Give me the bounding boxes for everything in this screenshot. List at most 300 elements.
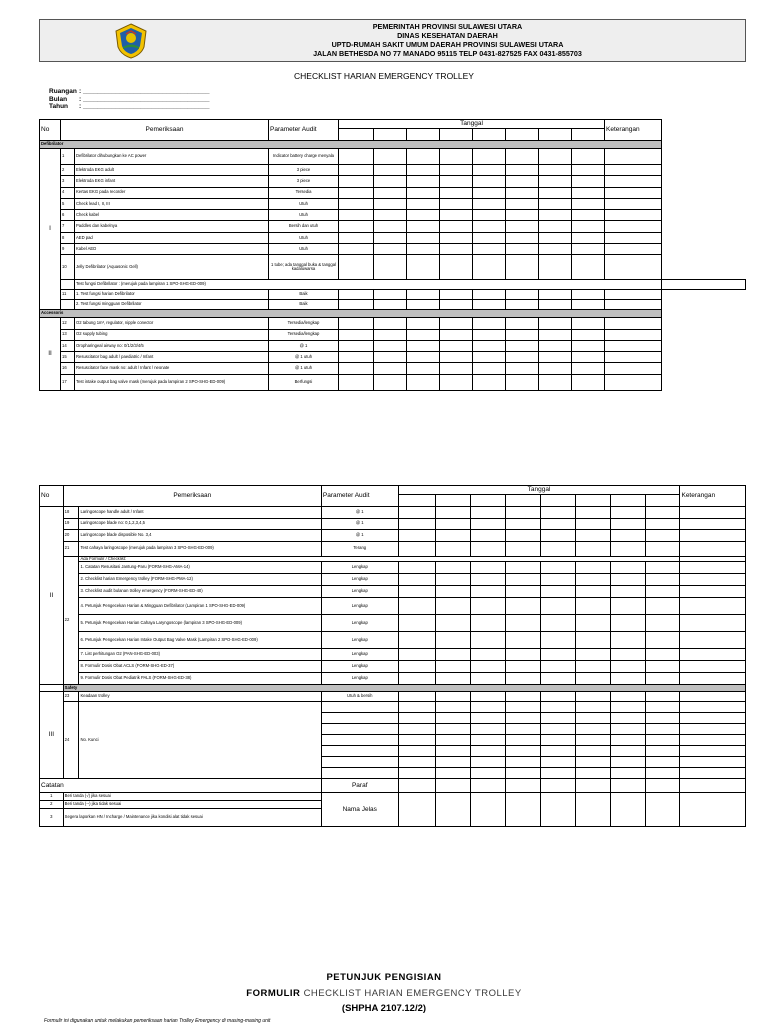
date-check-cell[interactable] xyxy=(470,661,505,673)
date-check-cell[interactable] xyxy=(470,702,505,713)
date-check-cell[interactable] xyxy=(435,541,470,556)
date-check-cell[interactable] xyxy=(572,318,605,329)
date-check-cell[interactable] xyxy=(572,221,605,232)
date-check-cell[interactable] xyxy=(470,768,505,779)
date-check-cell[interactable] xyxy=(470,615,505,632)
date-check-cell[interactable] xyxy=(470,673,505,685)
date-check-cell[interactable] xyxy=(407,299,440,309)
keterangan-cell[interactable] xyxy=(605,232,662,243)
date-check-cell[interactable] xyxy=(575,735,610,746)
date-check-cell[interactable] xyxy=(407,187,440,198)
date-check-cell[interactable] xyxy=(440,244,473,255)
date-check-cell[interactable] xyxy=(506,210,539,221)
date-check-cell[interactable] xyxy=(572,244,605,255)
date-check-cell[interactable] xyxy=(540,649,575,661)
date-check-cell[interactable] xyxy=(398,702,435,713)
date-check-cell[interactable] xyxy=(610,574,645,586)
date-check-cell[interactable] xyxy=(374,255,407,280)
date-check-cell[interactable] xyxy=(610,702,645,713)
date-check-cell[interactable] xyxy=(374,221,407,232)
date-check-cell[interactable] xyxy=(540,574,575,586)
date-check-cell[interactable] xyxy=(539,363,572,374)
date-check-cell[interactable] xyxy=(407,374,440,390)
date-check-cell[interactable] xyxy=(540,768,575,779)
keterangan-cell[interactable] xyxy=(605,299,662,309)
keterangan-cell[interactable] xyxy=(605,289,662,299)
date-check-cell[interactable] xyxy=(506,299,539,309)
date-check-cell[interactable] xyxy=(435,724,470,735)
date-check-cell[interactable] xyxy=(506,165,539,176)
date-check-cell[interactable] xyxy=(540,692,575,702)
date-check-cell[interactable] xyxy=(540,757,575,768)
date-check-cell[interactable] xyxy=(575,724,610,735)
date-check-cell[interactable] xyxy=(435,632,470,649)
date-check-cell[interactable] xyxy=(540,598,575,615)
meta-bulan[interactable] xyxy=(49,96,210,104)
date-check-cell[interactable] xyxy=(610,586,645,598)
date-check-cell[interactable] xyxy=(539,289,572,299)
keterangan-cell[interactable] xyxy=(605,374,662,390)
date-check-cell[interactable] xyxy=(506,221,539,232)
date-check-cell[interactable] xyxy=(473,318,506,329)
keterangan-cell[interactable] xyxy=(605,318,662,329)
date-check-cell[interactable] xyxy=(440,176,473,187)
date-check-cell[interactable] xyxy=(506,374,539,390)
date-check-cell[interactable] xyxy=(435,768,470,779)
date-check-cell[interactable] xyxy=(339,299,374,309)
nama-jelas-cell[interactable] xyxy=(610,793,645,827)
date-check-cell[interactable] xyxy=(539,198,572,209)
date-check-cell[interactable] xyxy=(645,518,680,530)
date-check-cell[interactable] xyxy=(435,649,470,661)
date-check-cell[interactable] xyxy=(435,673,470,685)
date-check-cell[interactable] xyxy=(407,244,440,255)
date-check-cell[interactable] xyxy=(575,768,610,779)
date-check-cell[interactable] xyxy=(470,507,505,519)
date-check-cell[interactable] xyxy=(440,232,473,243)
date-check-cell[interactable] xyxy=(575,661,610,673)
date-check-cell[interactable] xyxy=(470,586,505,598)
date-check-cell[interactable] xyxy=(407,363,440,374)
date-check-cell[interactable] xyxy=(540,615,575,632)
date-check-cell[interactable] xyxy=(505,713,540,724)
date-check-cell[interactable] xyxy=(470,724,505,735)
date-check-cell[interactable] xyxy=(610,768,645,779)
date-check-cell[interactable] xyxy=(374,187,407,198)
date-check-cell[interactable] xyxy=(374,329,407,340)
date-check-cell[interactable] xyxy=(575,541,610,556)
date-check-cell[interactable] xyxy=(572,198,605,209)
date-check-cell[interactable] xyxy=(473,374,506,390)
keterangan-cell[interactable] xyxy=(680,713,746,724)
keterangan-cell[interactable] xyxy=(680,598,746,615)
keterangan-cell[interactable] xyxy=(680,632,746,649)
date-check-cell[interactable] xyxy=(645,530,680,542)
date-check-cell[interactable] xyxy=(435,746,470,757)
date-check-cell[interactable] xyxy=(645,632,680,649)
date-check-cell[interactable] xyxy=(339,221,374,232)
date-check-cell[interactable] xyxy=(539,299,572,309)
date-check-cell[interactable] xyxy=(540,735,575,746)
date-check-cell[interactable] xyxy=(339,363,374,374)
date-check-cell[interactable] xyxy=(374,232,407,243)
date-check-cell[interactable] xyxy=(540,586,575,598)
date-check-cell[interactable] xyxy=(610,713,645,724)
date-check-cell[interactable] xyxy=(645,562,680,574)
date-check-cell[interactable] xyxy=(645,586,680,598)
date-check-cell[interactable] xyxy=(374,318,407,329)
date-check-cell[interactable] xyxy=(470,541,505,556)
date-check-cell[interactable] xyxy=(572,210,605,221)
date-check-cell[interactable] xyxy=(398,649,435,661)
date-check-cell[interactable] xyxy=(374,374,407,390)
date-check-cell[interactable] xyxy=(506,187,539,198)
keterangan-cell[interactable] xyxy=(680,615,746,632)
date-check-cell[interactable] xyxy=(539,149,572,165)
date-check-cell[interactable] xyxy=(506,232,539,243)
date-check-cell[interactable] xyxy=(572,374,605,390)
date-check-cell[interactable] xyxy=(572,329,605,340)
date-check-cell[interactable] xyxy=(374,210,407,221)
date-check-cell[interactable] xyxy=(440,221,473,232)
date-check-cell[interactable] xyxy=(374,165,407,176)
date-check-cell[interactable] xyxy=(398,661,435,673)
date-check-cell[interactable] xyxy=(440,374,473,390)
keterangan-cell[interactable] xyxy=(680,541,746,556)
date-check-cell[interactable] xyxy=(575,692,610,702)
date-check-cell[interactable] xyxy=(539,165,572,176)
date-check-cell[interactable] xyxy=(572,340,605,351)
date-check-cell[interactable] xyxy=(540,530,575,542)
date-check-cell[interactable] xyxy=(440,352,473,363)
date-check-cell[interactable] xyxy=(505,779,540,793)
date-check-cell[interactable] xyxy=(473,329,506,340)
date-check-cell[interactable] xyxy=(506,176,539,187)
date-check-cell[interactable] xyxy=(505,574,540,586)
nama-jelas-cell[interactable] xyxy=(435,793,470,827)
keterangan-cell[interactable] xyxy=(605,198,662,209)
date-check-cell[interactable] xyxy=(610,746,645,757)
date-check-cell[interactable] xyxy=(473,340,506,351)
date-check-cell[interactable] xyxy=(440,149,473,165)
meta-ruangan[interactable] xyxy=(49,88,210,96)
date-check-cell[interactable] xyxy=(505,757,540,768)
keterangan-cell[interactable] xyxy=(605,149,662,165)
date-check-cell[interactable] xyxy=(572,176,605,187)
date-check-cell[interactable] xyxy=(540,702,575,713)
date-check-cell[interactable] xyxy=(505,530,540,542)
date-check-cell[interactable] xyxy=(374,244,407,255)
date-check-cell[interactable] xyxy=(575,507,610,519)
keterangan-cell[interactable] xyxy=(680,757,746,768)
date-check-cell[interactable] xyxy=(645,574,680,586)
date-check-cell[interactable] xyxy=(407,329,440,340)
date-check-cell[interactable] xyxy=(473,198,506,209)
date-check-cell[interactable] xyxy=(575,757,610,768)
date-check-cell[interactable] xyxy=(398,692,435,702)
date-check-cell[interactable] xyxy=(539,244,572,255)
date-check-cell[interactable] xyxy=(610,562,645,574)
date-check-cell[interactable] xyxy=(339,176,374,187)
date-check-cell[interactable] xyxy=(505,598,540,615)
date-check-cell[interactable] xyxy=(540,746,575,757)
date-check-cell[interactable] xyxy=(572,232,605,243)
date-check-cell[interactable] xyxy=(339,329,374,340)
date-check-cell[interactable] xyxy=(575,598,610,615)
keterangan-cell[interactable] xyxy=(605,363,662,374)
date-check-cell[interactable] xyxy=(339,374,374,390)
date-check-cell[interactable] xyxy=(398,598,435,615)
date-check-cell[interactable] xyxy=(505,724,540,735)
date-check-cell[interactable] xyxy=(575,615,610,632)
date-check-cell[interactable] xyxy=(407,289,440,299)
date-check-cell[interactable] xyxy=(435,518,470,530)
date-check-cell[interactable] xyxy=(398,746,435,757)
keterangan-cell[interactable] xyxy=(605,329,662,340)
keterangan-cell[interactable] xyxy=(605,221,662,232)
date-check-cell[interactable] xyxy=(398,562,435,574)
date-check-cell[interactable] xyxy=(374,340,407,351)
date-check-cell[interactable] xyxy=(540,562,575,574)
date-check-cell[interactable] xyxy=(398,713,435,724)
date-check-cell[interactable] xyxy=(645,779,680,793)
date-check-cell[interactable] xyxy=(470,598,505,615)
date-check-cell[interactable] xyxy=(435,530,470,542)
date-check-cell[interactable] xyxy=(339,198,374,209)
date-check-cell[interactable] xyxy=(610,649,645,661)
keterangan-cell[interactable] xyxy=(680,768,746,779)
date-check-cell[interactable] xyxy=(610,724,645,735)
date-check-cell[interactable] xyxy=(374,149,407,165)
date-check-cell[interactable] xyxy=(473,187,506,198)
date-check-cell[interactable] xyxy=(572,187,605,198)
keterangan-cell[interactable] xyxy=(680,530,746,542)
date-check-cell[interactable] xyxy=(505,562,540,574)
key-number-input[interactable] xyxy=(321,735,398,746)
date-check-cell[interactable] xyxy=(645,541,680,556)
date-check-cell[interactable] xyxy=(539,221,572,232)
date-check-cell[interactable] xyxy=(407,176,440,187)
nama-jelas-cell[interactable] xyxy=(540,793,575,827)
date-check-cell[interactable] xyxy=(470,562,505,574)
date-check-cell[interactable] xyxy=(435,507,470,519)
date-check-cell[interactable] xyxy=(435,574,470,586)
keterangan-cell[interactable] xyxy=(605,244,662,255)
date-check-cell[interactable] xyxy=(575,632,610,649)
date-check-cell[interactable] xyxy=(572,352,605,363)
date-check-cell[interactable] xyxy=(473,255,506,280)
keterangan-cell[interactable] xyxy=(605,176,662,187)
date-check-cell[interactable] xyxy=(539,329,572,340)
date-check-cell[interactable] xyxy=(539,374,572,390)
keterangan-cell[interactable] xyxy=(680,702,746,713)
keterangan-cell[interactable] xyxy=(680,692,746,702)
date-check-cell[interactable] xyxy=(398,673,435,685)
date-check-cell[interactable] xyxy=(645,649,680,661)
date-check-cell[interactable] xyxy=(440,318,473,329)
date-check-cell[interactable] xyxy=(440,187,473,198)
date-check-cell[interactable] xyxy=(539,318,572,329)
date-check-cell[interactable] xyxy=(610,779,645,793)
date-check-cell[interactable] xyxy=(440,299,473,309)
date-check-cell[interactable] xyxy=(539,176,572,187)
keterangan-cell[interactable] xyxy=(605,352,662,363)
date-check-cell[interactable] xyxy=(473,244,506,255)
date-check-cell[interactable] xyxy=(339,255,374,280)
date-check-cell[interactable] xyxy=(470,518,505,530)
date-check-cell[interactable] xyxy=(506,340,539,351)
date-check-cell[interactable] xyxy=(506,289,539,299)
keterangan-cell[interactable] xyxy=(680,779,746,793)
date-check-cell[interactable] xyxy=(645,768,680,779)
date-check-cell[interactable] xyxy=(339,210,374,221)
date-check-cell[interactable] xyxy=(572,165,605,176)
date-check-cell[interactable] xyxy=(339,165,374,176)
date-check-cell[interactable] xyxy=(610,757,645,768)
date-check-cell[interactable] xyxy=(540,518,575,530)
date-check-cell[interactable] xyxy=(645,757,680,768)
date-check-cell[interactable] xyxy=(339,244,374,255)
keterangan-cell[interactable] xyxy=(680,793,746,827)
date-check-cell[interactable] xyxy=(505,541,540,556)
date-check-cell[interactable] xyxy=(539,340,572,351)
date-check-cell[interactable] xyxy=(398,779,435,793)
date-check-cell[interactable] xyxy=(470,779,505,793)
keterangan-cell[interactable] xyxy=(605,340,662,351)
date-check-cell[interactable] xyxy=(398,518,435,530)
date-check-cell[interactable] xyxy=(540,541,575,556)
date-check-cell[interactable] xyxy=(470,574,505,586)
date-check-cell[interactable] xyxy=(435,692,470,702)
date-check-cell[interactable] xyxy=(645,598,680,615)
key-number-input[interactable] xyxy=(321,713,398,724)
date-check-cell[interactable] xyxy=(398,757,435,768)
date-check-cell[interactable] xyxy=(435,713,470,724)
date-check-cell[interactable] xyxy=(473,289,506,299)
date-check-cell[interactable] xyxy=(407,340,440,351)
keterangan-cell[interactable] xyxy=(680,562,746,574)
date-check-cell[interactable] xyxy=(398,574,435,586)
date-check-cell[interactable] xyxy=(645,673,680,685)
date-check-cell[interactable] xyxy=(506,244,539,255)
date-check-cell[interactable] xyxy=(505,692,540,702)
date-check-cell[interactable] xyxy=(575,746,610,757)
date-check-cell[interactable] xyxy=(398,530,435,542)
keterangan-cell[interactable] xyxy=(680,649,746,661)
date-check-cell[interactable] xyxy=(407,198,440,209)
date-check-cell[interactable] xyxy=(575,586,610,598)
date-check-cell[interactable] xyxy=(440,198,473,209)
date-check-cell[interactable] xyxy=(645,713,680,724)
keterangan-cell[interactable] xyxy=(605,187,662,198)
date-check-cell[interactable] xyxy=(374,198,407,209)
date-check-cell[interactable] xyxy=(398,768,435,779)
date-check-cell[interactable] xyxy=(339,318,374,329)
date-check-cell[interactable] xyxy=(435,586,470,598)
date-check-cell[interactable] xyxy=(407,149,440,165)
date-check-cell[interactable] xyxy=(473,176,506,187)
date-check-cell[interactable] xyxy=(645,735,680,746)
date-check-cell[interactable] xyxy=(470,530,505,542)
date-check-cell[interactable] xyxy=(575,562,610,574)
date-check-cell[interactable] xyxy=(440,329,473,340)
date-check-cell[interactable] xyxy=(505,632,540,649)
date-check-cell[interactable] xyxy=(572,363,605,374)
date-check-cell[interactable] xyxy=(470,632,505,649)
date-check-cell[interactable] xyxy=(473,363,506,374)
keterangan-cell[interactable] xyxy=(680,673,746,685)
date-check-cell[interactable] xyxy=(398,586,435,598)
date-check-cell[interactable] xyxy=(610,518,645,530)
date-check-cell[interactable] xyxy=(407,318,440,329)
date-check-cell[interactable] xyxy=(506,198,539,209)
date-check-cell[interactable] xyxy=(339,232,374,243)
keterangan-cell[interactable] xyxy=(605,255,662,280)
keterangan-cell[interactable] xyxy=(680,746,746,757)
date-check-cell[interactable] xyxy=(505,735,540,746)
key-number-input[interactable] xyxy=(321,768,398,779)
date-check-cell[interactable] xyxy=(610,598,645,615)
date-check-cell[interactable] xyxy=(398,735,435,746)
date-check-cell[interactable] xyxy=(506,318,539,329)
date-check-cell[interactable] xyxy=(610,541,645,556)
date-check-cell[interactable] xyxy=(575,649,610,661)
date-check-cell[interactable] xyxy=(374,352,407,363)
date-check-cell[interactable] xyxy=(435,702,470,713)
date-check-cell[interactable] xyxy=(610,692,645,702)
nama-jelas-cell[interactable] xyxy=(505,793,540,827)
date-check-cell[interactable] xyxy=(610,615,645,632)
date-check-cell[interactable] xyxy=(539,187,572,198)
nama-jelas-cell[interactable] xyxy=(398,793,435,827)
date-check-cell[interactable] xyxy=(398,632,435,649)
date-check-cell[interactable] xyxy=(440,255,473,280)
date-check-cell[interactable] xyxy=(473,149,506,165)
date-check-cell[interactable] xyxy=(540,507,575,519)
date-check-cell[interactable] xyxy=(398,541,435,556)
date-check-cell[interactable] xyxy=(435,615,470,632)
date-check-cell[interactable] xyxy=(505,507,540,519)
date-check-cell[interactable] xyxy=(505,615,540,632)
date-check-cell[interactable] xyxy=(540,661,575,673)
keterangan-cell[interactable] xyxy=(680,507,746,519)
keterangan-cell[interactable] xyxy=(680,724,746,735)
date-check-cell[interactable] xyxy=(374,289,407,299)
date-check-cell[interactable] xyxy=(374,176,407,187)
key-number-input[interactable] xyxy=(321,724,398,735)
date-check-cell[interactable] xyxy=(473,232,506,243)
date-check-cell[interactable] xyxy=(572,299,605,309)
keterangan-cell[interactable] xyxy=(680,574,746,586)
date-check-cell[interactable] xyxy=(339,340,374,351)
date-check-cell[interactable] xyxy=(610,507,645,519)
date-check-cell[interactable] xyxy=(440,289,473,299)
keterangan-cell[interactable] xyxy=(680,735,746,746)
date-check-cell[interactable] xyxy=(407,221,440,232)
date-check-cell[interactable] xyxy=(374,363,407,374)
date-check-cell[interactable] xyxy=(407,352,440,363)
keterangan-cell[interactable] xyxy=(680,586,746,598)
date-check-cell[interactable] xyxy=(645,661,680,673)
date-check-cell[interactable] xyxy=(505,673,540,685)
date-check-cell[interactable] xyxy=(645,702,680,713)
date-check-cell[interactable] xyxy=(505,661,540,673)
date-check-cell[interactable] xyxy=(339,149,374,165)
date-check-cell[interactable] xyxy=(610,530,645,542)
nama-jelas-cell[interactable] xyxy=(575,793,610,827)
date-check-cell[interactable] xyxy=(435,598,470,615)
date-check-cell[interactable] xyxy=(470,692,505,702)
